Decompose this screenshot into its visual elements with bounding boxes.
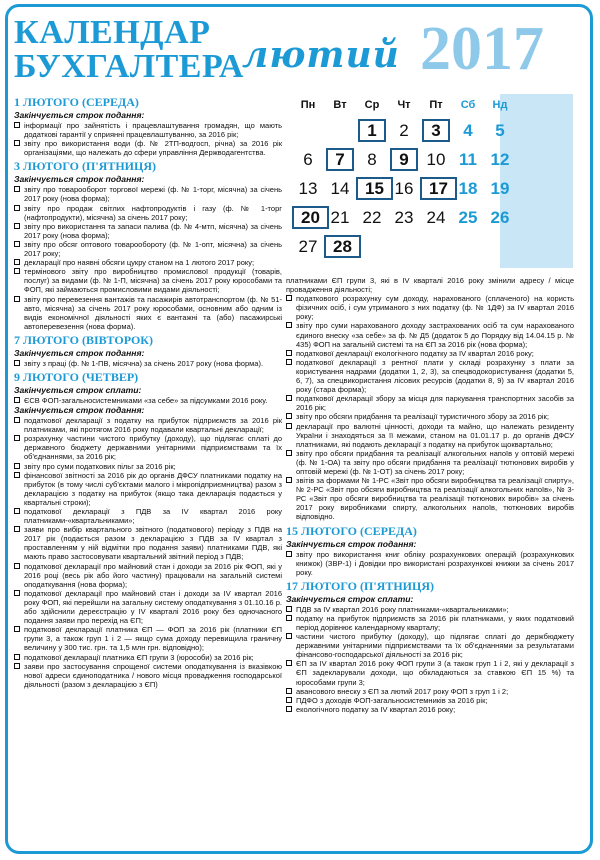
checklist-item — [286, 687, 574, 696]
checklist-item — [14, 562, 282, 589]
section-subheading: Закінчується строк подання: — [14, 347, 145, 358]
day-number: 25 — [458, 207, 478, 227]
calendar-day[interactable] — [388, 179, 420, 199]
checkbox-icon[interactable] — [286, 697, 292, 703]
checklist-item — [14, 662, 282, 689]
day-number: 13 — [298, 178, 318, 198]
section-subheading: Закінчується строк подання: — [14, 405, 145, 416]
item-text: звіту про товарооборот торгової мережі (ф. № 1-торг, місячна) за січень 2017 року (нова форма); — [24, 185, 282, 204]
calendar-day[interactable] — [356, 150, 388, 170]
calendar-day[interactable] — [356, 179, 388, 199]
item-text: податкової декларації про майновий стан і доходи за 2016 рік ФОП, які у 2016 році (весь рік або його частину) працювали на загальній системі оподаткування (нова форма); — [24, 561, 282, 589]
checkbox-icon[interactable] — [14, 563, 20, 569]
checklist-item — [14, 471, 282, 507]
item-text: фінансової звітності за 2016 рік до органів ДФСУ платниками податку на прибуток (в тому числі суб'єктами малого і мікропідприємництва) разом з декларацією з податку на прибуток (якщо така декларація подається у квартальні строки); — [24, 470, 282, 507]
calendar-day[interactable] — [388, 121, 420, 141]
item-text: заяви про застосування спрощеної системи оподаткування із вказівкою нової адреси єдиноподатника / нового місця провадження господарської діяльності (разом з декларацією з ЄП) — [24, 661, 282, 689]
item-text: звіту про обсяг оптового товарообороту (ф. № 1-опт, місячна) за січень 2017 року; — [24, 239, 282, 259]
section-heading: 9 ЛЮТОГО (ЧЕТВЕР) — [14, 369, 139, 384]
day-number: 10 — [426, 149, 446, 169]
checkbox-icon[interactable] — [14, 508, 20, 514]
checklist-item — [14, 222, 282, 240]
item-text: ПДВ за IV квартал 2016 року платниками-«квартальниками»; — [296, 604, 509, 614]
calendar-day[interactable] — [484, 121, 516, 141]
page-title — [14, 16, 244, 84]
item-text: ЄП за IV квартал 2016 року ФОП групи 3 (а також груп 1 і 2, які у декларації з ЄП задекларували доходи, що обкладаються за ставкою ЄП 15 %) та юрособами групи 3; — [296, 659, 574, 687]
day-number: 5 — [495, 120, 505, 140]
calendar-day[interactable] — [292, 150, 324, 170]
checkbox-icon[interactable] — [14, 590, 20, 596]
day-number: 22 — [362, 207, 382, 227]
checklist-item — [14, 653, 282, 662]
checkbox-icon[interactable] — [286, 633, 292, 639]
checklist-item — [14, 185, 282, 203]
day-number: 17 — [420, 177, 457, 200]
item-text: ЄСВ ФОП-загальносистемниками «за себе» за підсумками 2016 року. — [24, 395, 268, 405]
checkbox-icon[interactable] — [286, 660, 292, 666]
checkbox-icon[interactable] — [14, 186, 20, 192]
day-number: 19 — [490, 178, 510, 198]
checklist-item — [14, 139, 282, 157]
weekday-label: Нд — [492, 99, 508, 111]
calendar-day[interactable] — [388, 208, 420, 228]
checkbox-icon[interactable] — [286, 395, 292, 401]
month-title: лютий — [242, 34, 400, 76]
section-subheading: Закінчується строк подання: — [286, 538, 417, 549]
weekday-label: Пт — [429, 99, 443, 111]
day-number: 9 — [390, 148, 417, 171]
item-text: звіту про обсяги придбання та реалізації туристичного збору за 2016 рік; — [296, 412, 549, 422]
checklist-item — [286, 412, 574, 421]
calendar-day[interactable] — [420, 179, 452, 199]
calendar-day[interactable] — [420, 150, 452, 170]
weekday-label: Вт — [333, 99, 347, 111]
day-number: 23 — [394, 207, 414, 227]
item-text: екологічного податку за IV квартал 2016 року; — [296, 704, 456, 714]
calendar-day[interactable] — [484, 208, 516, 228]
checklist-item — [286, 632, 574, 659]
checklist-item — [286, 394, 574, 412]
checkbox-icon[interactable] — [14, 463, 20, 469]
item-text: звіту про суми податкових пільг за 2016 рік; — [24, 461, 176, 471]
item-text: звіту про суми нарахованого доходу застрахованих осіб та сум нарахованого єдиного внеску «за себе» за ф. № Д5 (додаток 5 до Порядку від 14.04.15 р. № 435) ФОП на загальній системі та на ЄП за 2016 рік (нова форма); — [296, 321, 574, 349]
checklist-item — [14, 267, 282, 294]
section-heading: 17 ЛЮТОГО (П'ЯТНИЦЯ) — [286, 578, 435, 593]
checklist-item — [286, 614, 574, 632]
day-number: 16 — [394, 178, 414, 198]
weekday-label: Чт — [397, 99, 411, 111]
right-column — [286, 276, 574, 714]
year-title: 2017 — [420, 15, 544, 83]
section-subheading: Закінчується строк сплати: — [14, 384, 142, 395]
day-number: 28 — [324, 235, 361, 258]
checkbox-icon[interactable] — [14, 663, 20, 669]
weekday-label: Пн — [300, 99, 316, 111]
calendar-day[interactable] — [484, 179, 516, 199]
item-text: звіту про використання та запаси палива (ф. № 4-мтп, місячна) за січень 2017 року (нова форма); — [24, 221, 282, 240]
checkbox-icon[interactable] — [14, 259, 20, 265]
checklist-item — [14, 396, 282, 405]
checklist-item — [14, 462, 282, 471]
item-text: звіту з праці (ф. № 1-ПВ, місячна) за січень 2017 року (нова форма). — [24, 358, 264, 368]
section-heading: 1 ЛЮТОГО (СЕРЕДА) — [14, 95, 139, 109]
calendar-week-row — [292, 203, 573, 232]
calendar-day[interactable] — [324, 179, 356, 199]
checkbox-icon[interactable] — [286, 295, 292, 301]
checklist-item — [14, 625, 282, 652]
calendar-week-row — [292, 145, 573, 174]
calendar-day[interactable] — [324, 208, 356, 228]
day-number: 26 — [490, 207, 510, 227]
day-number: 6 — [303, 149, 313, 169]
title-line-1: КАЛЕНДАР — [14, 14, 211, 51]
calendar-grid — [292, 94, 573, 261]
day-number: 18 — [458, 178, 478, 198]
checkbox-icon[interactable] — [286, 413, 292, 419]
checklist-item — [14, 359, 282, 368]
item-text: податкової декларації збору за місця для паркування транспортних засобів за 2016 рік; — [296, 394, 574, 413]
section-subheading: Закінчується строк подання: — [14, 174, 145, 185]
title-line-2: БУХГАЛТЕРА — [14, 48, 244, 85]
item-text: податкової декларації екологічного податку за IV квартал 2016 року; — [296, 348, 534, 358]
item-text: податкового розрахунку сум доходу, нарахованого (сплаченого) на користь фізичних осіб, і сум утриманого з них податку (ф. № 1ДФ) за IV квартал 2016 року; — [296, 294, 574, 322]
checklist-item — [14, 258, 282, 267]
calendar-weekday-row — [292, 94, 573, 116]
checkbox-icon[interactable] — [14, 360, 20, 366]
day-number: 21 — [330, 207, 350, 227]
checkbox-icon[interactable] — [14, 435, 20, 441]
calendar-day[interactable] — [356, 208, 388, 228]
checkbox-icon[interactable] — [14, 626, 20, 632]
day-number: 12 — [490, 149, 510, 169]
day-number: 24 — [426, 207, 446, 227]
day-number: 3 — [422, 119, 449, 142]
checklist-item — [286, 696, 574, 705]
day-number: 11 — [459, 149, 477, 169]
item-text: ПДФО з доходів ФОП-загальносистемників за 2016 рік; — [296, 695, 488, 705]
checkbox-icon[interactable] — [14, 472, 20, 478]
item-text: термінового звіту про виробництво промислової продукції (товарів, послуг) за видами (ф. № 1-П, місячна) за січень 2017 року юрособами та ФОП, які займаються промисловими видами діяльності; — [24, 267, 282, 295]
day-number: 1 — [358, 119, 385, 142]
checklist-item — [286, 476, 574, 521]
checkbox-icon[interactable] — [14, 205, 20, 211]
checkbox-icon[interactable] — [286, 450, 292, 456]
calendar-day[interactable] — [292, 237, 324, 257]
day-number: 14 — [330, 178, 350, 198]
calendar-day[interactable] — [452, 208, 484, 228]
section-heading: 15 ЛЮТОГО (СЕРЕДА) — [286, 523, 417, 538]
checkbox-icon[interactable] — [286, 606, 292, 612]
item-text: податку на прибуток підприємств за 2016 рік платниками, у яких податковий період дорівнює календарному кварталу; — [296, 613, 574, 632]
calendar-day[interactable] — [324, 150, 356, 170]
checklist-item — [286, 422, 574, 449]
checkbox-icon[interactable] — [14, 140, 20, 146]
calendar-week-row — [292, 174, 573, 203]
checklist-item — [286, 294, 574, 321]
checklist-item — [286, 349, 574, 358]
item-text: податкової декларації про майновий стан і доходи за IV квартал 2016 року ФОП, які перейшли на загальну систему оподаткування з 01.10.16 р. або здійснили дереєстрацію у IV кварталі 2016 року без одночасного подання заяви про перехід на ЄП; — [24, 588, 282, 626]
checkbox-icon[interactable] — [286, 615, 292, 621]
item-text: податкової декларації з податку на прибуток підприємств за 2016 рік платниками, які протягом 2016 року подавали квартальні декларації; — [24, 416, 282, 435]
item-text: податкової декларації платника ЄП — ФОП за 2016 рік (платники ЄП групи 3, а також груп 1 і 2 — якщо сума доходу перевищила граничну величину у 300 тис. грн. та 1,5 млн грн. відповідно); — [24, 625, 282, 653]
calendar-week-row — [292, 116, 573, 145]
checkbox-icon[interactable] — [14, 397, 20, 403]
checkbox-icon[interactable] — [14, 654, 20, 660]
item-text: декларації про валютні цінності, доходи та майно, що належать резиденту України і знаходяться за її межами, станом на 01.01.17 р. до органів ДФСУ платниками, які подають декларації з податку на прибуток щоквартально; — [296, 421, 574, 449]
checklist-item — [14, 121, 282, 139]
calendar-day[interactable] — [324, 237, 356, 257]
item-text: частини чистого прибутку (доходу), що підлягає сплаті до держбюджету державними унітарними підприємствами та їх об'єднаннями за результатами фінансово-господарської діяльності за 2016 рік; — [296, 632, 574, 660]
checkbox-icon[interactable] — [286, 322, 292, 328]
calendar-day[interactable] — [420, 121, 452, 141]
continuation-text: платниками ЄП групи 3, які в IV кварталі 2016 року змінили адресу / місце провадження діяльності; — [286, 276, 574, 295]
calendar-day[interactable] — [356, 121, 388, 141]
checklist-item — [286, 605, 574, 614]
calendar-day[interactable] — [292, 208, 324, 228]
day-number: 4 — [463, 120, 473, 140]
checklist-item — [286, 550, 574, 577]
checklist-item — [286, 705, 574, 714]
day-number: 20 — [292, 206, 329, 229]
checkbox-icon[interactable] — [286, 477, 292, 483]
section-subheading: Закінчується строк подання: — [14, 110, 145, 120]
calendar-day[interactable] — [292, 179, 324, 199]
calendar-day[interactable] — [452, 179, 484, 199]
calendar-day[interactable] — [452, 121, 484, 141]
day-number: 2 — [399, 120, 409, 140]
item-text: звіту про перевезення вантажів та пасажирів автотранспортом (ф. № 51-авто, місячна) за січень 2017 року юрособами, основним або одним із видів економічної діяльності яких є вантажні та (або) пасажирські автоперевезення (нова форма). — [24, 294, 282, 331]
checklist-item — [286, 449, 574, 476]
item-text: інформації про зайнятість і працевлаштування громадян, що мають додаткові гарантії у сприянні працевлаштуванню, за 2016 рік; — [24, 121, 282, 140]
section-heading: 7 ЛЮТОГО (ВІВТОРОК) — [14, 332, 153, 347]
section-subheading: Закінчується строк сплати: — [286, 593, 414, 604]
calendar-week-row — [292, 232, 573, 261]
checkbox-icon[interactable] — [14, 417, 20, 423]
weekday-label: Сб — [460, 99, 476, 111]
checklist-item — [286, 659, 574, 686]
item-text: податкової декларації з рентної плати у складі розрахунку з плати за користування надрами (додатки 1, 2, 3), за спецводокористування (додатки 5, 6, 7), за спецвикористання лісових ресурсів (додатки 8, 9) за IV квартал 2016 року (стара форма); — [296, 357, 574, 395]
item-text: заяви про вибір квартального звітного (податкового) періоду з ПДВ на 2017 рік (подається разом з декларацією з ПДВ за IV квартал з проставленням у ній відмітки про подання заяви) платниками ПДВ, які мають право застосовувати квартальний звітний період з ПДВ; — [24, 525, 282, 562]
checklist-item — [14, 507, 282, 525]
checklist-item — [14, 204, 282, 222]
checkbox-icon[interactable] — [286, 688, 292, 694]
checkbox-icon[interactable] — [14, 223, 20, 229]
checkbox-icon[interactable] — [286, 551, 292, 557]
checklist-item — [14, 434, 282, 461]
checklist-item — [286, 321, 574, 348]
checklist-item — [14, 295, 282, 331]
calendar-day[interactable] — [484, 150, 516, 170]
checkbox-icon[interactable] — [286, 706, 292, 712]
checkbox-icon[interactable] — [286, 359, 292, 365]
checkbox-icon[interactable] — [14, 122, 20, 128]
checklist-item — [14, 240, 282, 258]
checklist-item — [14, 525, 282, 561]
checkbox-icon[interactable] — [14, 296, 20, 302]
item-text: авансового внеску з ЄП за лютий 2017 року ФОП з груп 1 і 2; — [296, 686, 509, 696]
checkbox-icon[interactable] — [14, 268, 20, 274]
item-text: звіту про продаж світлих нафтопродуктів і газу (ф. № 1-торг (нафтопродукти), місячна) за січень 2017 року; — [24, 203, 282, 222]
item-text: податкової декларації платника ЄП групи 3 (юрособи) за 2016 рік; — [24, 652, 254, 662]
checklist-item — [14, 416, 282, 434]
item-text: розрахунку частини чистого прибутку (доходу), що підлягає сплаті до державного бюджету державними унітарними підприємствами та їх об'єднаннями, за 2016 рік; — [24, 434, 282, 462]
item-text: звіту про обсяги придбання та реалізації алкогольних напоїв у оптовій мережі (ф. № 1-ОА) та звіту про обсяги придбання та реалізації тютюнових виробів у оптовій мережі (ф. № 1-ОТ) за січень 2017 року; — [296, 448, 574, 476]
item-text: звітів за формами № 1-РС «Звіт про обсяги виробництва та реалізації спирту», № 2-РС «Звіт про обсяги виробництва та реалізації алкогольних напоїв», № 3-РС «Звіт про обсяги виробництва та реалізації тютюнових виробів» за січень 2017 року виробниками спирту, алкогольних напоїв, тютюнових виробів відповідно. — [296, 476, 574, 522]
day-number: 27 — [298, 236, 318, 256]
checkbox-icon[interactable] — [286, 423, 292, 429]
item-text: звіту про використання книг обліку розрахункових операцій (розрахункових книжок) (ЗВР-1) і Довідки про використані розрахункові книжки за січень 2017 року. — [296, 549, 574, 577]
checklist-item — [14, 589, 282, 625]
checkbox-icon[interactable] — [14, 241, 20, 247]
calendar-day[interactable] — [420, 208, 452, 228]
item-text: звіту про використання води (ф. № 2ТП-водгосп, річна) за 2016 рік організаціями, що належать до сфери управління Держводагентства. — [24, 139, 282, 158]
left-column — [14, 93, 282, 689]
item-text: податкової декларації з ПДВ за IV квартал 2016 року платниками-«квартальниками»; — [24, 507, 282, 526]
item-text: декларації про наявні обсяги цукру станом на 1 лютого 2017 року; — [24, 258, 255, 268]
day-number: 7 — [326, 148, 353, 171]
calendar-day[interactable] — [388, 150, 420, 170]
checkbox-icon[interactable] — [14, 526, 20, 532]
checklist-item — [286, 358, 574, 394]
day-number: 15 — [356, 177, 393, 200]
weekday-label: Ср — [364, 99, 380, 111]
calendar-day[interactable] — [452, 150, 484, 170]
day-number: 8 — [367, 149, 377, 169]
section-heading: 3 ЛЮТОГО (П'ЯТНИЦЯ) — [14, 159, 157, 174]
checkbox-icon[interactable] — [286, 350, 292, 356]
